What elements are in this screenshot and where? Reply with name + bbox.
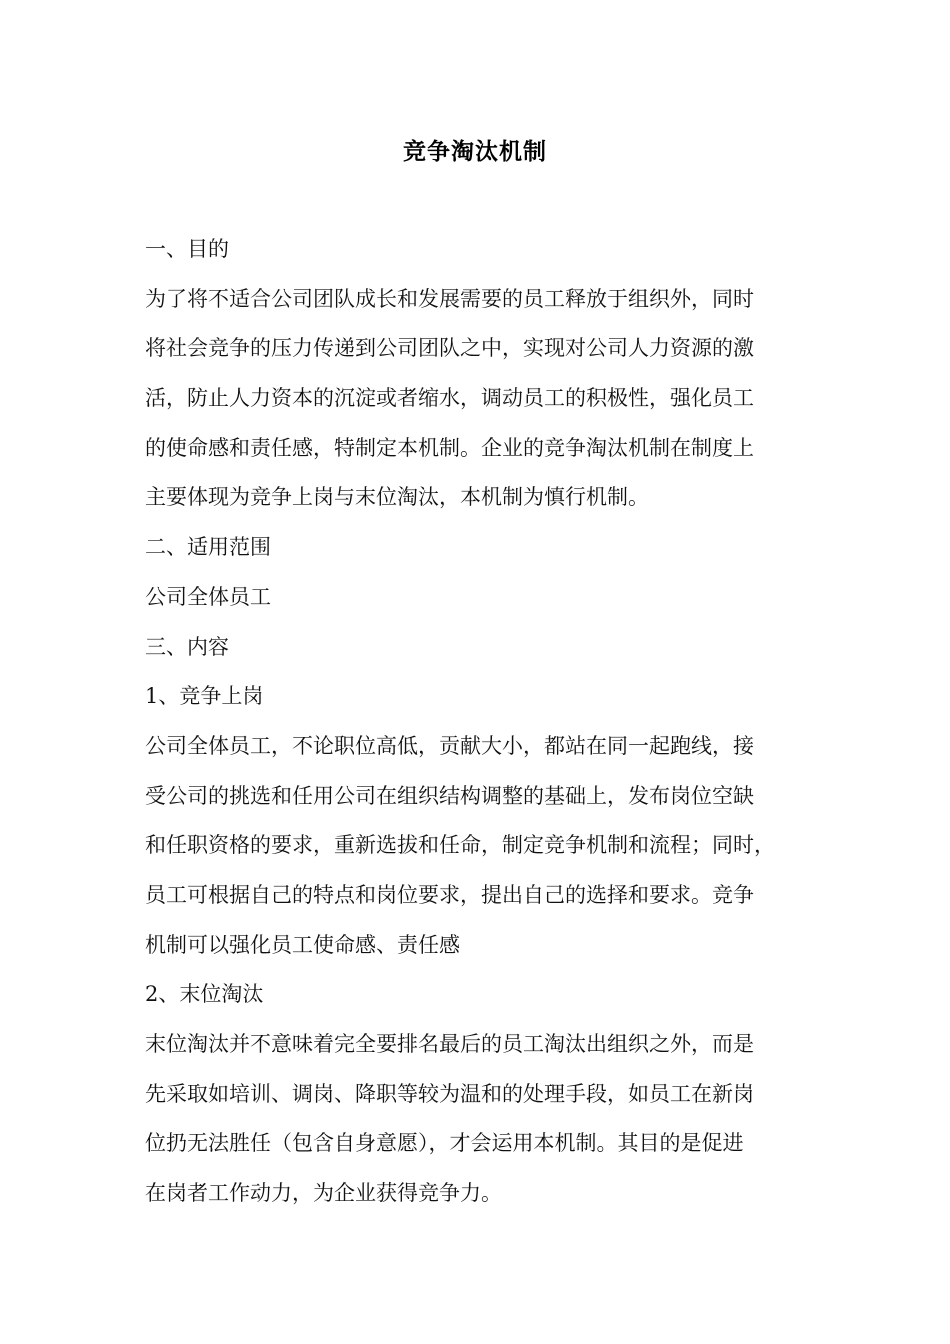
paragraph-line: 和任职资格的要求，重新选拔和任命，制定竞争机制和流程；同时， <box>145 833 775 858</box>
paragraph-line: 将社会竞争的压力传递到公司团队之中，实现对公司人力资源的激 <box>145 336 754 361</box>
paragraph-line: 公司全体员工 <box>145 584 271 609</box>
section-heading-scope: 二、适用范围 <box>145 535 271 560</box>
paragraph-line: 先采取如培训、调岗、降职等较为温和的处理手段，如员工在新岗 <box>145 1081 754 1106</box>
document-title: 竞争淘汰机制 <box>403 139 547 165</box>
document-body <box>145 225 825 1219</box>
section-heading-content: 三、内容 <box>145 634 229 659</box>
paragraph-line: 位扔无法胜任（包含自身意愿），才会运用本机制。其目的是促进 <box>145 1131 744 1156</box>
paragraph-line: 活，防止人力资本的沉淀或者缩水，调动员工的积极性，强化员工 <box>145 386 754 411</box>
subsection-heading-competition: 1、竞争上岗 <box>145 684 264 709</box>
subsection-heading-elimination: 2、末位淘汰 <box>145 982 264 1007</box>
section-heading-purpose: 一、目的 <box>145 237 229 261</box>
paragraph-line: 在岗者工作动力，为企业获得竞争力。 <box>145 1181 502 1206</box>
paragraph-line: 受公司的挑选和任用公司在组织结构调整的基础上，发布岗位空缺 <box>145 783 754 808</box>
paragraph-line: 为了将不适合公司团队成长和发展需要的员工释放于组织外，同时 <box>145 286 754 311</box>
paragraph-line: 主要体现为竞争上岗与末位淘汰，本机制为慎行机制。 <box>145 485 649 510</box>
paragraph-line: 公司全体员工，不论职位高低，贡献大小，都站在同一起跑线，接 <box>145 733 754 758</box>
paragraph-line: 末位淘汰并不意味着完全要排名最后的员工淘汰出组织之外，而是 <box>145 1032 754 1056</box>
paragraph-line: 员工可根据自己的特点和岗位要求，提出自己的选择和要求。竞争 <box>145 882 754 907</box>
paragraph-line: 机制可以强化员工使命感、责任感 <box>145 932 460 957</box>
paragraph-line: 的使命感和责任感，特制定本机制。企业的竞争淘汰机制在制度上 <box>145 435 754 460</box>
